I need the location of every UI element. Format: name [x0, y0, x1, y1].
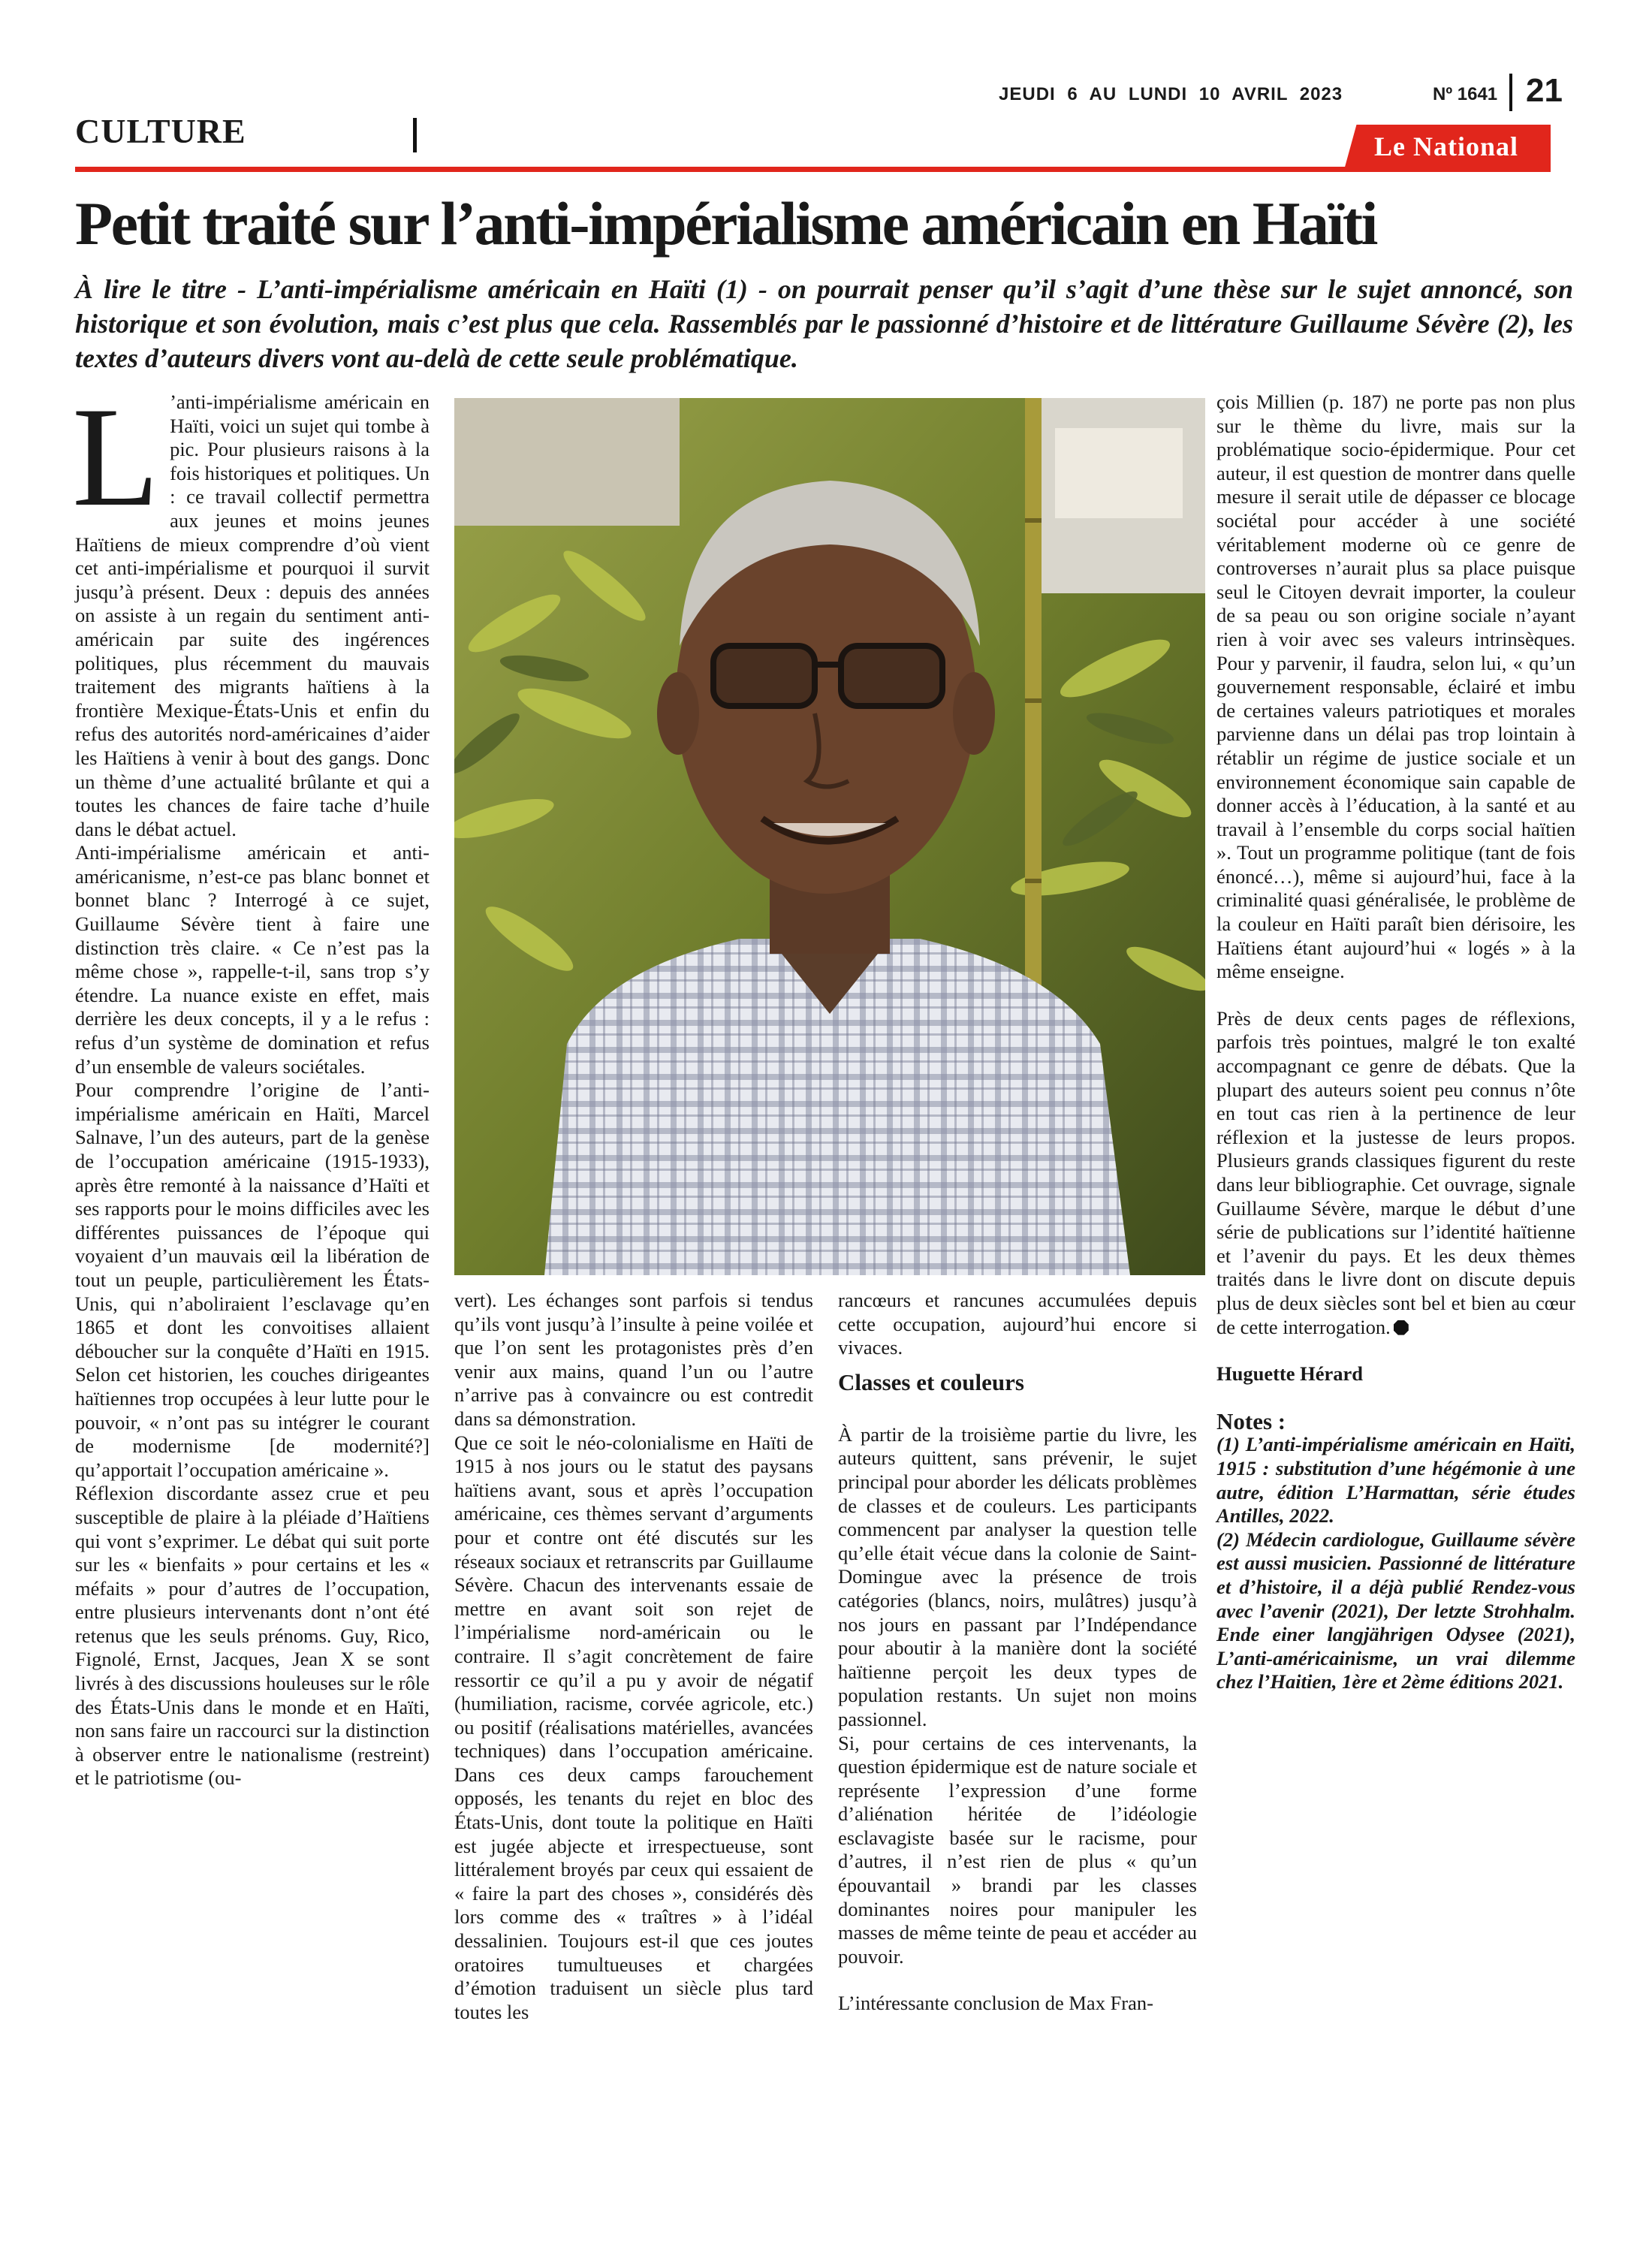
page-divider	[1509, 74, 1512, 111]
paragraph: rancœurs et rancunes accumulées depuis cette occupation, aujourd’hui encore si vivaces.	[838, 1289, 1197, 1359]
article-column-1	[72, 379, 430, 1790]
publication-name: Le National	[1374, 131, 1519, 161]
article-column-3	[838, 1289, 1197, 2016]
issue-date: JEUDI 6 AU LUNDI 10 AVRIL 2023	[999, 84, 1343, 104]
paragraph: çois Millien (p. 187) ne porte pas non plus sur le thème du livre, mais sur la problématique socio-épidermique. Pour cet auteur, il est question de montrer dans quelle mesure il serait utile de dépasser ce blocage sociétal pour accéder à une société véritablement moderne où ce genre de controverses n’aurait plus sa place puisque seul le Citoyen devrait importer, la couleur de sa peau ou son origine sociale n’ayant rien à voir avec ses valeurs intrinsèques. Pour y parvenir, il faudra, selon lui, « qu’un gouvernement responsable, éclairé et imbu de certaines valeurs patriotiques et morales parvienne dans un délai pas trop lointain à rétablir un régime de justice sociale et un environnement économique sain capable de donner accès à l’éducation, à la santé et au travail à l’ensemble du corps social haïtien ». Tout un programme politique (tant de fois énoncé…), même si aujourd’hui, face à la criminalité quasi généralisée, le problème de la couleur en Haïti paraît bien dérisoire, les Haïtiens étant aujourd’hui « logés » à la même enseigne.	[1216, 391, 1575, 983]
author-signature: Huguette Hérard	[1216, 1362, 1364, 1386]
page-number: 21	[1526, 72, 1563, 109]
section-label: CULTURE	[75, 112, 246, 150]
paragraph: ’anti-impérialisme américain en Haïti, voici un sujet qui tombe à pic. Pour plusieurs raisons à la fois historiques et politiques. Un : ce travail collectif permettra aux jeunes et moins jeunes Haïtiens de mieux comprendre d’où vient cet anti-impérialisme et pourquoi il survit jusqu’à présent. Deux : depuis des années on assiste à un regain du sentiment anti-américain par suite des ingérences politiques, plus récemment du mauvais traitement des migrants haïtiens à la frontière Mexique-États-Unis et enfin du refus des autorités nord-américaines d’aider les Haïtiens à venir à bout des gangs. Donc un thème d’une actualité brûlante et qui a toutes les chances de faire tache d’huile dans le débat actuel.	[75, 391, 430, 840]
end-mark-icon	[1394, 1320, 1409, 1335]
paragraph: Que ce soit le néo-colonialisme en Haïti de 1915 à nos jours ou le statut des paysans haïtiens avant, sous et après l’occupation américaine, ces thèmes servant d’arguments pour et contre ont été discutés sur les réseaux sociaux et retranscrits par Guillaume Sévère. Chacun des intervenants essaie de mettre en avant soit son rejet de l’impérialisme nord-américain ou le contraire. Il s’agit concrètement de faire ressortir ce qu’il a pu y avoir de négatif (humiliation, racisme, corvée agricole, etc.) ou positif (réalisations matérielles, avancées techniques) dans l’occupation américaine. Dans ces deux camps farouchement opposés, les tenants du rejet en bloc des États-Unis, dont toute la politique en Haïti est jugée abjecte et irrespectueuse, sont littéralement broyés par ceux qui essaient de « faire la part des choses », considérés dès lors comme des « traîtres » à l’idéal dessalinien. Toujours est-il que ces joutes oratoires tumultueuses et chargées d’émotion traduisent un siècle plus tard toutes les	[454, 1431, 813, 2023]
note-item: (2) Médecin cardiologue, Guillaume sévère est aussi musicien. Passionné de littérature et d’histoire, il a déjà publié Rendez-vous avec l’avenir (2021), Der letzte Strohhalm. Ende einer langjährigen Odysee (2021), L’anti-américainisme, un vrai dilemme chez l’Haitien, 1ère et 2ème éditions 2021.	[1216, 1528, 1575, 1694]
subheading: Classes et couleurs	[838, 1368, 1024, 1395]
paragraph: À partir de la troisième partie du livre, les auteurs quittent, sans prévenir, le sujet principal pour aborder les délicats problèmes de classes et de couleurs. Les participants commencent par analyser la question telle qu’elle était vécue dans la colonie de Saint-Domingue avec la présence de trois catégories (blancs, noirs, mulâtres) jusqu’à nos jours en passant par l’Indépendance pour aboutir à la manière dont la société haïtienne perçoit les deux types de population restants. Un sujet non moins passionnel.	[838, 1422, 1197, 1730]
paragraph: Réflexion discordante assez crue et peu susceptible de plaire à la pléiade d’Haïtiens qui vont s’exprimer. Le débat qui suit porte sur les « bienfaits » pour certains et les « méfaits » pour d’autres de l’occupation, entre plusieurs intervenants dont n’ont été retenus que les seuls prénoms. Guy, Rico, Fignolé, Ernst, Jacques, Jean X se sont livrés à des discussions houleuses sur le rôle des États-Unis dans le monde et en Haïti, non sans faire un raccourci sur la distinction à observer entre le nationalisme (restreint) et le patriotisme (ou-	[75, 1482, 430, 1790]
issue-number: Nº 1641	[1433, 84, 1498, 104]
article-title: Petit traité sur l’anti-impérialisme américain en Haïti	[75, 189, 1376, 258]
paragraph: vert). Les échanges sont parfois si tendus qu’ils vont jusqu’à l’insulte à peine voilée et que l’on sent les protagonistes près d’en venir aux mains, quand l’un ou l’autre n’arrive pas à convaincre ou est contredit dans sa démonstration.	[454, 1289, 813, 1430]
article-column-2	[454, 1289, 813, 2024]
paragraph: Si, pour certains de ces intervenants, la question épidermique est de nature sociale et représente l’expression d’une forme d’aliénation héritée de l’idéologie esclavagiste basée sur le racisme, pour d’autres, il n’est rien de plus « qu’un épouvantail » brandi par les classes dominantes noires pour manipuler les masses de même teinte de peau et accéder au pouvoir.	[838, 1731, 1197, 1968]
note-item: (1) L’anti-impérialisme américain en Haïti, 1915 : substitution d’une hégémonie à une autre, édition L’Harmattan, série études Antilles, 2022.	[1216, 1433, 1575, 1528]
article-lead: À lire le titre - L’anti-impérialisme américain en Haïti (1) - on pourrait penser qu’il s’agit d’une thèse sur le sujet annoncé, son historique et son évolution, mais c’est plus que cela. Rassemblés par le passionné d’histoire et de littérature Guillaume Sévère (2), les textes d’auteurs divers vont au-delà de cette seule problématique.	[75, 274, 1573, 373]
paragraph	[1216, 1007, 1575, 1339]
paragraph: Anti-impérialisme américain et anti-américanisme, n’est-ce pas blanc bonnet et bonnet blanc ? Interrogé à ce sujet, Guillaume Sévère tient à faire une distinction très claire. « Ce n’est pas la même chose », rappelle-t-il, sans trop s’y étendre. La nuance existe en effet, mais derrière les deux concepts, il y a le refus : refus d’un système de domination et refus d’un ensemble de valeurs sociétales.	[75, 841, 430, 1078]
article-column-4	[1216, 391, 1575, 1694]
author-portrait-photo	[454, 398, 1205, 1275]
drop-cap: L	[72, 379, 160, 536]
section-divider	[413, 118, 417, 152]
paragraph: L’intéressante conclusion de Max Fran-	[838, 1992, 1153, 2015]
notes-heading: Notes :	[1216, 1407, 1286, 1434]
closing-paragraph: Près de deux cents pages de réflexions, parfois très pointues, malgré le ton exalté accompagnant ce genre de débats. Que la plupart des auteurs soient peu connus n’ôte en tout cas rien à la pertinence de leur réflexion et la justesse de leurs propos. Plusieurs grands classiques figurent du reste dans leur bibliographie. Cet ouvrage, signale Guillaume Sévère, marque le début d’une série de publications sur l’identité haïtienne et l’avenir du pays. Et les deux thèmes traités dans le livre dont on discute depuis plus de deux siècles sont bel et bien au cœur de cette interrogation.	[1216, 1006, 1575, 1338]
paragraph: Pour comprendre l’origine de l’anti-impérialisme américain en Haïti, Marcel Salnave, l’un des auteurs, part de la genèse de l’occupation américaine (1915-1933), après être remonté à la naissance d’Haïti et ses rapports pour le moins difficiles avec les différentes puissances de l’époque qui voyaient d’un mauvais œil la libération de tout un peuple, particulièrement les États-Unis, qui n’aboliraient l’esclavage qu’en 1865 et dont les convoitises allaient déboucher sur la conquête d’Haïti en 1915. Selon cet historien, les couches dirigeantes haïtiennes trop occupées à leur lutte pour le pouvoir, « n’ont pas su intégrer le courant de modernisme [de modernité?] qu’apportait l’occupation américaine ».	[75, 1078, 430, 1481]
header-rule	[75, 167, 1551, 172]
